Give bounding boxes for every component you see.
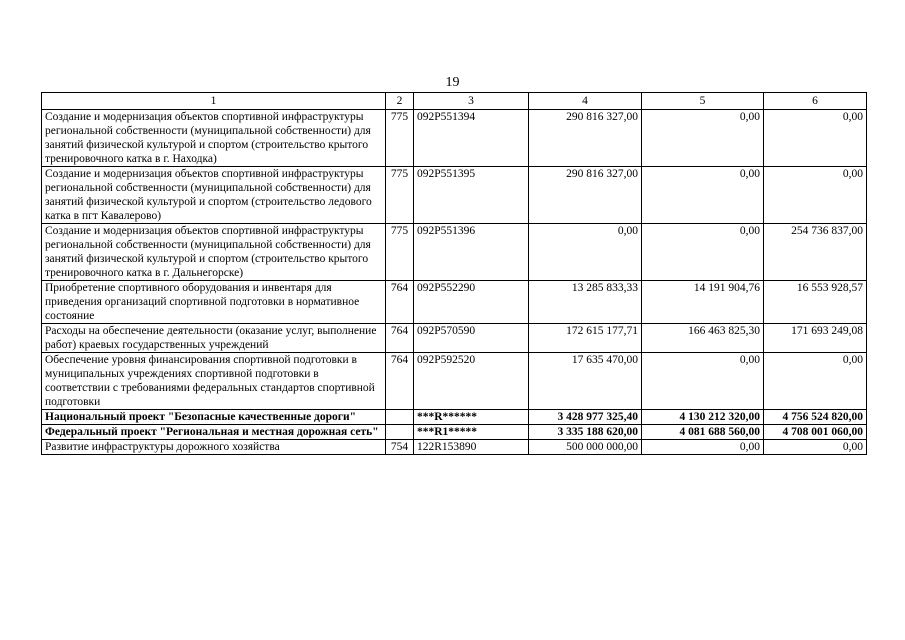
row-value-col5: 0,00 (642, 224, 764, 281)
table-row (42, 410, 867, 425)
row-name-cell: Развитие инфраструктуры дорожного хозяйства (42, 440, 386, 455)
row-code-cell: 092P592520 (414, 353, 529, 410)
row-value-col5: 0,00 (642, 353, 764, 410)
row-grbs-cell (386, 410, 414, 425)
row-name-cell: Национальный проект "Безопасные качественные дороги" (42, 410, 386, 425)
table-row (42, 425, 867, 440)
row-value-col5: 166 463 825,30 (642, 324, 764, 353)
column-header-2: 2 (386, 93, 414, 110)
row-value-col5: 0,00 (642, 110, 764, 167)
row-name-cell: Обеспечение уровня финансирования спортивной подготовки в муниципальных учреждениях спортивной подготовки в соответствии с требованиями федеральных стандартов спортивной подготовки (42, 353, 386, 410)
row-code-cell: 092P551394 (414, 110, 529, 167)
row-value-col6: 0,00 (764, 440, 867, 455)
table-row (42, 167, 867, 224)
table-row (42, 324, 867, 353)
column-header-4: 4 (529, 93, 642, 110)
row-code-cell: 092P551395 (414, 167, 529, 224)
row-value-col6: 254 736 837,00 (764, 224, 867, 281)
row-value-col6: 4 756 524 820,00 (764, 410, 867, 425)
table-row (42, 110, 867, 167)
row-value-col5: 4 130 212 320,00 (642, 410, 764, 425)
row-name-cell: Федеральный проект "Региональная и местная дорожная сеть" (42, 425, 386, 440)
row-value-col4: 17 635 470,00 (529, 353, 642, 410)
table-body (42, 110, 867, 455)
column-header-6: 6 (764, 93, 867, 110)
row-grbs-cell: 754 (386, 440, 414, 455)
row-grbs-cell: 775 (386, 224, 414, 281)
row-value-col4: 0,00 (529, 224, 642, 281)
row-value-col4: 13 285 833,33 (529, 281, 642, 324)
row-value-col4: 172 615 177,71 (529, 324, 642, 353)
row-value-col6: 4 708 001 060,00 (764, 425, 867, 440)
row-name-cell: Приобретение спортивного оборудования и инвентаря для приведения организаций спортивной подготовки в нормативное состояние (42, 281, 386, 324)
row-grbs-cell: 764 (386, 353, 414, 410)
row-value-col6: 0,00 (764, 353, 867, 410)
page-number: 19 (445, 75, 460, 90)
row-code-cell: 092P551396 (414, 224, 529, 281)
row-value-col5: 0,00 (642, 440, 764, 455)
row-value-col6: 0,00 (764, 167, 867, 224)
row-name-cell: Создание и модернизация объектов спортивной инфраструктуры региональной собственности (муниципальной собственности) для занятий физической культурой и спортом (строительство ледового катка в пгт Кавалерово) (42, 167, 386, 224)
budget-table (41, 92, 867, 455)
table-row (42, 440, 867, 455)
row-value-col6: 16 553 928,57 (764, 281, 867, 324)
table-row (42, 281, 867, 324)
row-value-col4: 3 335 188 620,00 (529, 425, 642, 440)
row-grbs-cell: 764 (386, 324, 414, 353)
row-code-cell: 122R153890 (414, 440, 529, 455)
table-row (42, 224, 867, 281)
row-code-cell: ***R****** (414, 410, 529, 425)
row-grbs-cell: 764 (386, 281, 414, 324)
row-value-col6: 0,00 (764, 110, 867, 167)
row-value-col4: 3 428 977 325,40 (529, 410, 642, 425)
row-name-cell: Создание и модернизация объектов спортивной инфраструктуры региональной собственности (муниципальной собственности) для занятий физической культурой и спортом (строительство крытого тренировочного катка в г. Находка) (42, 110, 386, 167)
row-grbs-cell: 775 (386, 110, 414, 167)
row-grbs-cell (386, 425, 414, 440)
column-header-5: 5 (642, 93, 764, 110)
table-row (42, 353, 867, 410)
row-value-col5: 0,00 (642, 167, 764, 224)
row-name-cell: Создание и модернизация объектов спортивной инфраструктуры региональной собственности (муниципальной собственности) для занятий физической культурой и спортом (строительство крытого тренировочного катка в г. Дальнегорске) (42, 224, 386, 281)
row-name-cell: Расходы на обеспечение деятельности (оказание услуг, выполнение работ) краевых государственных учреждений (42, 324, 386, 353)
row-code-cell: ***R1***** (414, 425, 529, 440)
row-code-cell: 092P552290 (414, 281, 529, 324)
row-value-col5: 14 191 904,76 (642, 281, 764, 324)
row-value-col5: 4 081 688 560,00 (642, 425, 764, 440)
row-grbs-cell: 775 (386, 167, 414, 224)
table-header-row (42, 93, 867, 110)
row-value-col4: 290 816 327,00 (529, 110, 642, 167)
column-header-1: 1 (42, 93, 386, 110)
row-code-cell: 092P570590 (414, 324, 529, 353)
column-header-3: 3 (414, 93, 529, 110)
row-value-col6: 171 693 249,08 (764, 324, 867, 353)
row-value-col4: 500 000 000,00 (529, 440, 642, 455)
row-value-col4: 290 816 327,00 (529, 167, 642, 224)
